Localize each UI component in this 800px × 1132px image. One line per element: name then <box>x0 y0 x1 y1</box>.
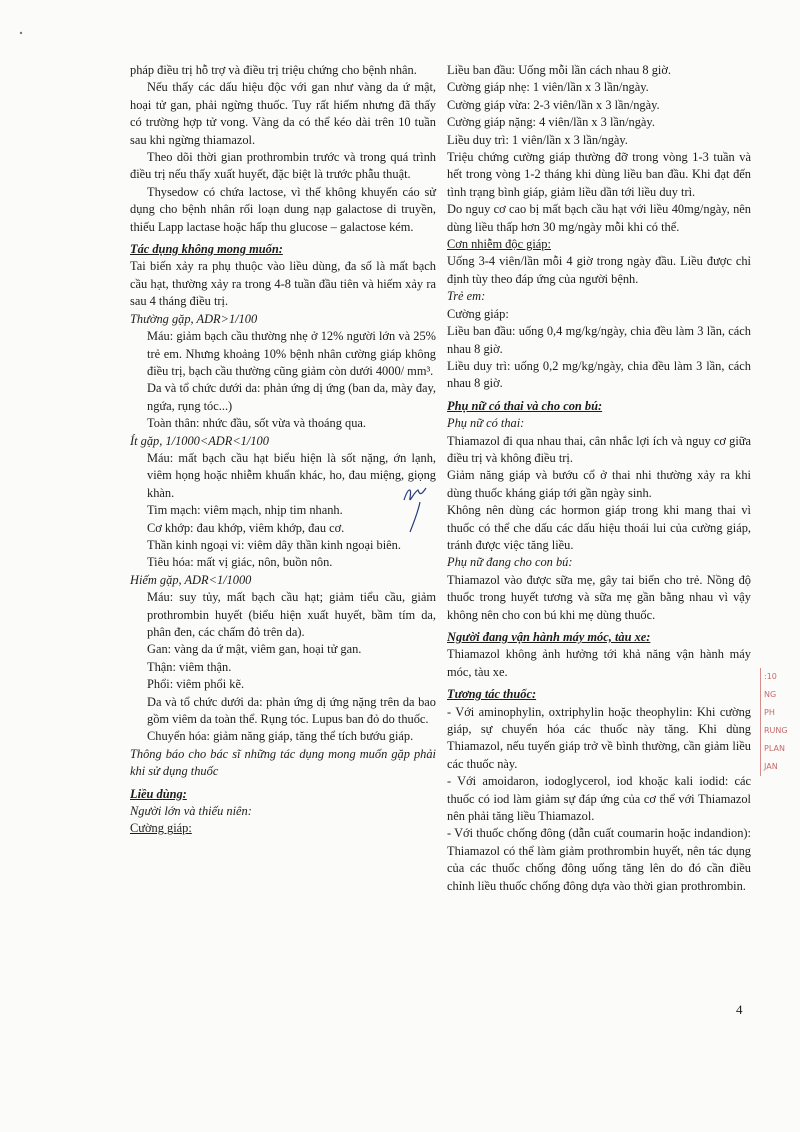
paragraph: Liều ban đầu: Uống mỗi lần cách nhau 8 giờ. <box>447 63 672 77</box>
subsection-label: Ít gặp, 1/1000<ADR<1/100 <box>130 433 269 448</box>
subsection-label: Phụ nữ đang cho con bú: <box>447 555 573 570</box>
subsection-label: Hiếm gặp, ADR<1/1000 <box>130 572 252 587</box>
paragraph: pháp điều trị hỗ trợ và điều trị triệu chứng cho bệnh nhân. <box>130 63 417 77</box>
paragraph: Nếu thấy các dấu hiệu độc với gan như vàng da ứ mật, hoại tử gan, phải ngừng thuốc. Tuy rất hiếm nhưng đã thấy có trường hợp tử vong. Vàng da có thể kéo dài trên 10 tuần sau khi ngừng thiamazol. <box>130 80 436 147</box>
side-stamp-text: :10 <box>760 668 796 686</box>
right-column <box>447 62 751 895</box>
paragraph: Tai biến xảy ra phụ thuộc vào liều dùng, đa số là mất bạch cầu hạt, thường xảy ra trong 4-8 tuần đầu tiên và hiếm xảy ra sau 4 tháng điều trị. <box>130 259 436 309</box>
subsection-label: Thông báo cho bác sĩ những tác dụng mong muốn gặp phải khi sử dụng thuốc <box>130 746 436 779</box>
paragraph: Cường giáp nặng: 4 viên/lần x 3 lần/ngày. <box>447 115 655 130</box>
paragraph: - Với aminophylin, oxtriphylin hoặc theophylin: Khi cường giáp, sự chuyển hóa các thuốc này tăng. Khi dùng Thiamazol, nếu tuyến giáp trở về bình thường, cần giảm liều các thuốc này. <box>447 704 751 771</box>
paragraph: Triệu chứng cường giáp thường đỡ trong vòng 1-3 tuần và hết trong vòng 1-2 tháng khi dùng liều ban đầu. Khi đạt đến tình trạng bình giáp, giảm liều dần tới liều duy trì. <box>447 150 751 199</box>
paragraph: Thận: viêm thận. <box>147 659 232 674</box>
paragraph: - Với thuốc chống đông (dẫn cuất coumarin hoặc indandion): Thiamazol có thể làm giảm prothrombin huyết, nên tác dụng của các thuốc chống đông uống tăng lên do đó cần điều chỉnh liều thuốc chống đông dựa vào thời gian prothrombin. <box>447 826 751 893</box>
underlined-label: Cường giáp: <box>130 821 192 836</box>
paragraph: Không nên dùng các hormon giáp trong khi mang thai vì thuốc có thể che dấu các dấu hiệu thoái lui của cường giáp, tránh được việc tăng liều. <box>447 503 751 552</box>
paragraph: Thiamazol đi qua nhau thai, cân nhắc lợi ích và nguy cơ giữa điều trị và không điều trị. <box>447 433 751 465</box>
paragraph: Liều ban đầu: uống 0,4 mg/kg/ngày, chia đều làm 3 lần, cách nhau 8 giờ. <box>447 324 751 356</box>
side-stamp-text: RUNG <box>760 722 796 740</box>
paragraph: Cường giáp nhẹ: 1 viên/lần x 3 lần/ngày. <box>447 80 649 95</box>
scan-speck-mark <box>18 30 26 38</box>
section-heading: Tương tác thuốc: <box>447 687 537 702</box>
section-heading: Phụ nữ có thai và cho con bú: <box>447 398 603 413</box>
paragraph: Cơ khớp: đau khớp, viêm khớp, đau cơ. <box>147 520 345 535</box>
underlined-label: Cơn nhiễm độc giáp: <box>447 237 551 252</box>
side-stamp-text: PH <box>760 704 796 722</box>
paragraph: Thysedow có chứa lactose, vì thế không khuyến cáo sử dụng cho bệnh nhân rối loạn dung nạp galactose di truyền, thiếu Lapp lactase hoặc hấp thu glucose – galactose kém. <box>130 184 436 234</box>
section-heading: Người đang vận hành máy móc, tàu xe: <box>447 630 651 644</box>
subsection-label: Trẻ em: <box>447 289 486 304</box>
paragraph: Gan: vàng da ứ mật, viêm gan, hoại tử gan. <box>147 642 362 657</box>
subsection-label: Phụ nữ có thai: <box>447 416 525 431</box>
paragraph: Da và tổ chức dưới da: phản ứng dị ứng nặng trên da bao gồm viêm da toàn thể. Rụng tóc. Lupus ban đỏ do thuốc. <box>147 694 436 727</box>
paragraph: Máu: giảm bạch cầu thường nhẹ ở 12% người lớn và 25% trẻ em. Nhưng khoảng 10% bệnh nhân cường giáp không điều trị, bạch cầu thường cũng giảm còn dưới 4000/ mm³. <box>147 329 436 378</box>
subsection-label: Người lớn và thiếu niên: <box>130 804 252 819</box>
paragraph: Thiamazol vào được sữa mẹ, gây tai biến cho trẻ. Nồng độ thuốc trong huyết tương và sữa mẹ gần bằng nhau vì vậy không nên cho con bú khi mẹ dùng thuốc. <box>447 572 751 622</box>
paragraph: Toàn thân: nhức đầu, sốt vừa và thoáng qua. <box>147 416 367 431</box>
paragraph: Chuyển hóa: giảm năng giáp, tăng thể tích bướu giáp. <box>147 729 414 744</box>
section-heading: Tác dụng không mong muốn: <box>130 242 283 257</box>
paragraph: Tim mạch: viêm mạch, nhịp tim nhanh. <box>147 503 343 518</box>
handwritten-signature-mark <box>398 482 444 534</box>
paragraph: Liều duy trì: uống 0,2 mg/kg/ngày, chia đều làm 3 lần, cách nhau 8 giờ. <box>447 358 751 391</box>
side-stamp-text: JAN <box>760 758 796 776</box>
paragraph: Phổi: viêm phổi kẽ. <box>147 677 245 692</box>
paragraph: Cường giáp vừa: 2-3 viên/lần x 3 lần/ngày. <box>447 97 660 112</box>
paragraph: Da và tổ chức dưới da: phản ứng dị ứng (ban da, mày đay, ngứa, rụng tóc...) <box>147 381 436 413</box>
paragraph: Theo dõi thời gian prothrombin trước và trong quá trình điều trị nếu thấy xuất huyết, đặc biệt là trước phẫu thuật. <box>130 150 436 182</box>
paragraph: - Với amoidaron, iodoglycerol, iod khoặc kali iodid: các thuốc có iod làm giảm sự đáp ứng của cơ thể với Thiamazol nên phải tăng liều Thiamazol. <box>447 774 751 824</box>
paragraph: Liều duy trì: 1 viên/lần x 3 lần/ngày. <box>447 132 628 147</box>
paragraph: Thiamazol không ảnh hưởng tới khả năng vận hành máy móc, tàu xe. <box>447 647 751 679</box>
paragraph: Máu: suy tủy, mất bạch cầu hạt; giảm tiểu cầu, giảm prothrombin huyết (biểu hiện xuất huyết, bầm tím da, phân đen, các chấm đỏ trên da). <box>147 590 436 639</box>
left-column <box>130 62 436 838</box>
side-stamp-marks <box>760 668 796 776</box>
subsection-label: Thường gặp, ADR>1/100 <box>130 311 258 326</box>
paragraph: Do nguy cơ cao bị mất bạch cầu hạt với liều 40mg/ngày, nên dùng liều thấp hơn 30 mg/ngày mỗi khi có thể. <box>447 202 751 234</box>
paragraph: Tiêu hóa: mất vị giác, nôn, buồn nôn. <box>147 555 333 570</box>
section-heading: Liều dùng: <box>130 786 187 801</box>
paragraph: Thần kinh ngoại vi: viêm dây thần kinh ngoại biên. <box>147 537 401 552</box>
paragraph: Máu: mất bạch cầu hạt biểu hiện là sốt nặng, ớn lạnh, viêm họng hoặc nhiễm khuẩn khác, ho, đau miệng, giọng khàn. <box>147 450 436 500</box>
paragraph: Cường giáp: <box>447 306 509 321</box>
side-stamp-text: NG <box>760 686 796 704</box>
paragraph: Uống 3-4 viên/lần mỗi 4 giờ trong ngày đầu. Liều được chỉ định tùy theo đáp ứng của người bệnh. <box>447 254 751 286</box>
side-stamp-text: PLAN <box>760 740 796 758</box>
paragraph: Giảm năng giáp và bướu cổ ở thai nhi thường xảy ra khi dùng thuốc kháng giáp tới gần ngày sinh. <box>447 468 751 500</box>
page-number: 4 <box>736 1002 743 1017</box>
